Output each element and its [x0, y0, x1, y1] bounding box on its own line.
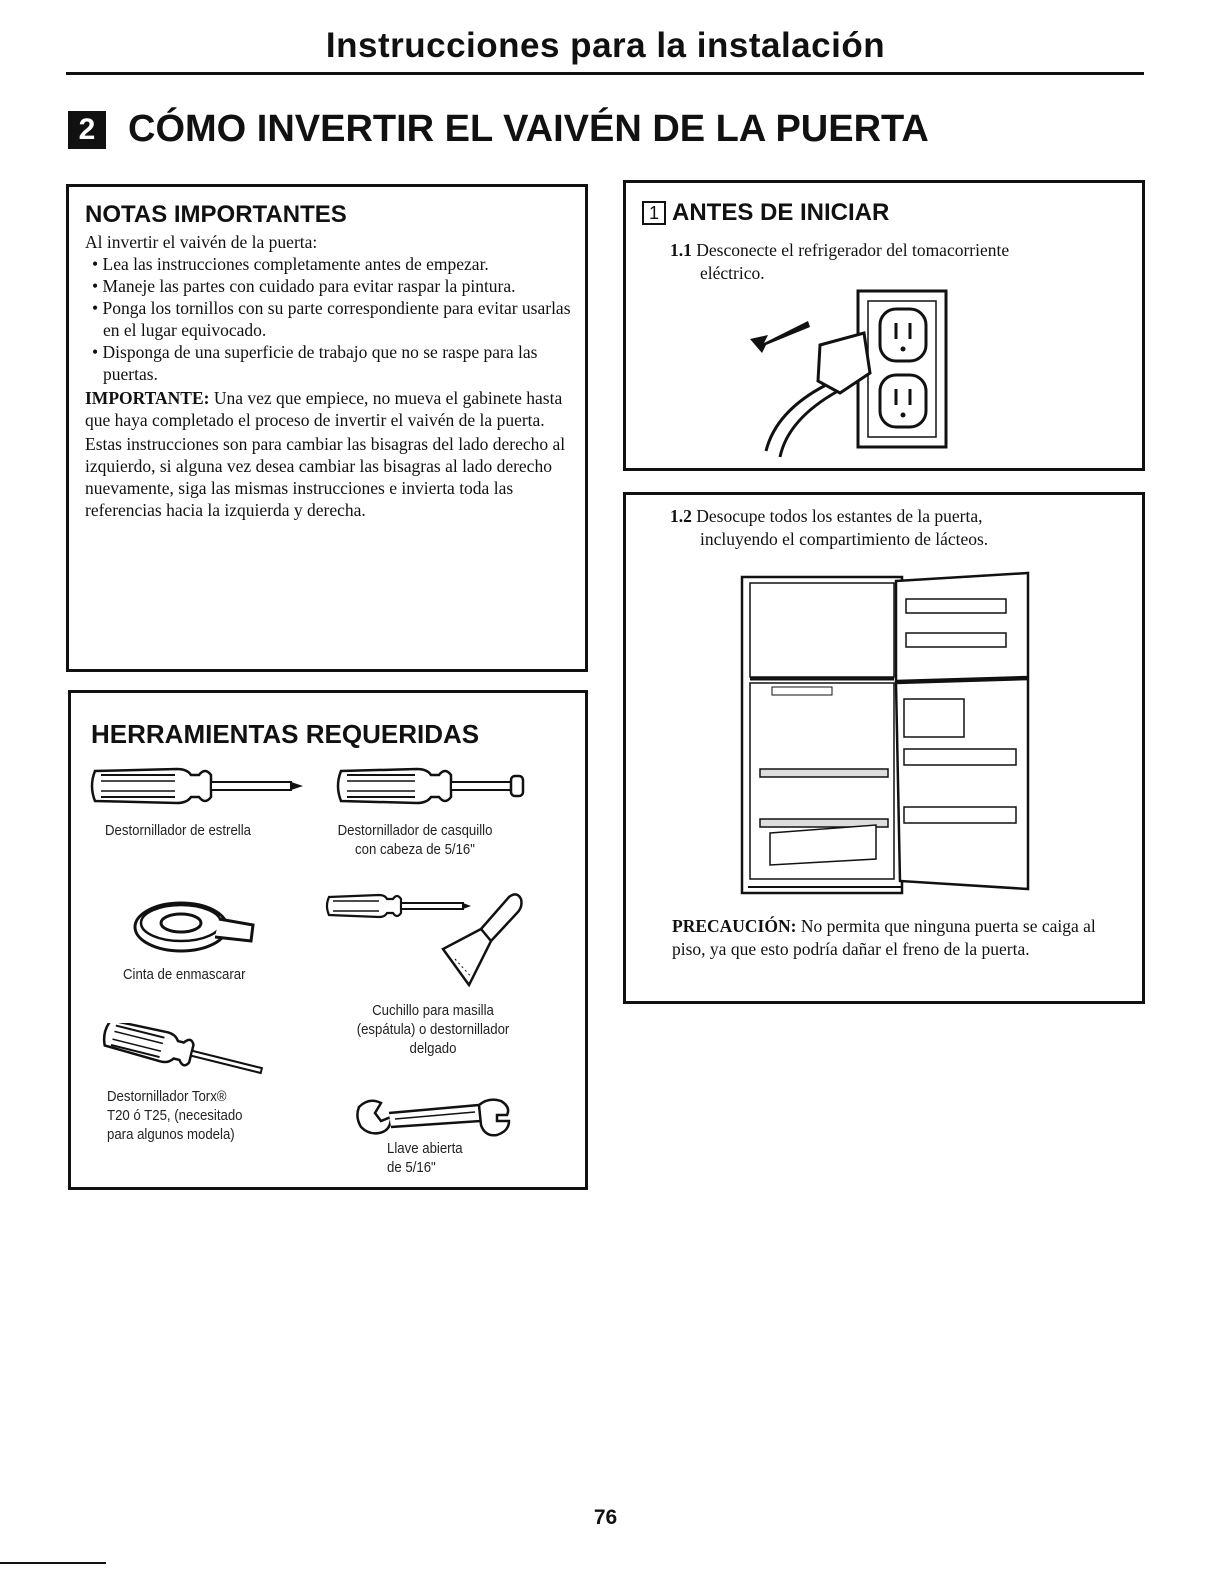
putty-knife-icon [325, 889, 535, 999]
notes-bullet: • Lea las instrucciones completamente antes de empezar. [85, 253, 571, 275]
notes-body [85, 231, 571, 521]
torx-label-line3: para algunos modela) [107, 1126, 235, 1143]
refrigerator-illustration [736, 569, 1036, 899]
section-title-text: CÓMO INVERTIR EL VAIVÉN DE LA PUERTA [128, 108, 929, 150]
page-number: 76 [593, 1506, 618, 1529]
phillips-screwdriver-icon [87, 761, 307, 811]
important-notes-box [66, 184, 588, 672]
important-text: Una vez que empiece, no mueva el gabinete hasta que haya completado el proceso de invertir el vaivén de la puerta. [85, 388, 563, 430]
wrench-label-line1: Llave abierta [387, 1140, 463, 1157]
caution-text [672, 915, 1112, 961]
step-1-1 [670, 239, 1009, 285]
putty-label-line2: (espátula) o destornillador [356, 1021, 510, 1038]
unplug-illustration [746, 281, 966, 461]
footer-divider [0, 1562, 106, 1564]
socket-label [318, 821, 512, 859]
socket-label-line2: con cabeza de 5/16" [355, 841, 475, 858]
step-1-2-text: Desocupe todos los estantes de la puerta, [691, 506, 983, 526]
torx-label-line2: T20 ó T25, (necesitado [107, 1107, 243, 1124]
page-header-title: Instrucciones para la instalación [325, 26, 886, 65]
notes-bullet: • Ponga los tornillos con su parte correspondiente para evitar usarlas en el lugar equivocado. [85, 297, 571, 341]
putty-label [345, 1001, 521, 1058]
empty-shelves-box [623, 492, 1145, 1004]
notes-bullet: • Maneje las partes con cuidado para evitar raspar la pintura. [85, 275, 571, 297]
torx-screwdriver-icon [101, 1023, 281, 1083]
section-number-badge: 2 [68, 111, 106, 149]
step-1-1-text: Desconecte el refrigerador del tomacorriente [691, 240, 1010, 260]
step-1-1-text-line2: eléctrico. [700, 263, 765, 283]
required-tools-box [68, 690, 588, 1190]
notes-bullet-list [85, 253, 571, 385]
masking-tape-icon [131, 893, 261, 965]
putty-label-line3: delgado [409, 1040, 457, 1057]
step-1-2-text-line2: incluyendo el compartimiento de lácteos. [700, 529, 989, 549]
important-label: IMPORTANTE: [85, 388, 210, 408]
open-end-wrench-icon [351, 1095, 521, 1141]
torx-label-line1: Destornillador Torx® [107, 1088, 227, 1105]
notes-important [85, 387, 571, 431]
notes-title: NOTAS IMPORTANTES [85, 201, 347, 228]
before-title: ANTES DE INICIAR [672, 199, 890, 226]
socket-label-line1: Destornillador de casquillo [337, 822, 493, 839]
phillips-label: Destornillador de estrella [105, 822, 252, 839]
step-1-1-number: 1.1 [670, 240, 692, 260]
before-starting-box [623, 180, 1145, 471]
notes-bullet: • Disponga de una superficie de trabajo que no se raspe para las puertas. [85, 341, 571, 385]
step-1-2 [670, 505, 988, 551]
caution-body: No permita que ninguna puerta se caiga al piso, ya que esto podría dañar el freno de la puerta. [672, 916, 1096, 959]
notes-closing: Estas instrucciones son para cambiar las bisagras del lado derecho al izquierdo, si alguna vez desea cambiar las bisagras al lado derecho nuevamente, siga las mismas instrucciones e invierta toda las referencias hacia la izquierda y derecha. [85, 434, 566, 520]
step-1-2-number: 1.2 [670, 506, 692, 526]
tools-title: HERRAMIENTAS REQUERIDAS [91, 719, 480, 749]
section-title [68, 108, 929, 151]
tape-label: Cinta de enmascarar [123, 966, 246, 983]
socket-screwdriver-icon [333, 763, 533, 809]
header-divider [66, 72, 1144, 75]
torx-label [107, 1087, 243, 1144]
wrench-label-line2: de 5/16" [387, 1159, 436, 1176]
notes-intro: Al invertir el vaivén de la puerta: [85, 232, 318, 252]
before-title-row [642, 199, 889, 227]
wrench-label [387, 1139, 463, 1177]
step-number-badge: 1 [642, 201, 666, 225]
caution-label: PRECAUCIÓN: [672, 916, 797, 936]
putty-label-line1: Cuchillo para masilla [372, 1002, 494, 1019]
